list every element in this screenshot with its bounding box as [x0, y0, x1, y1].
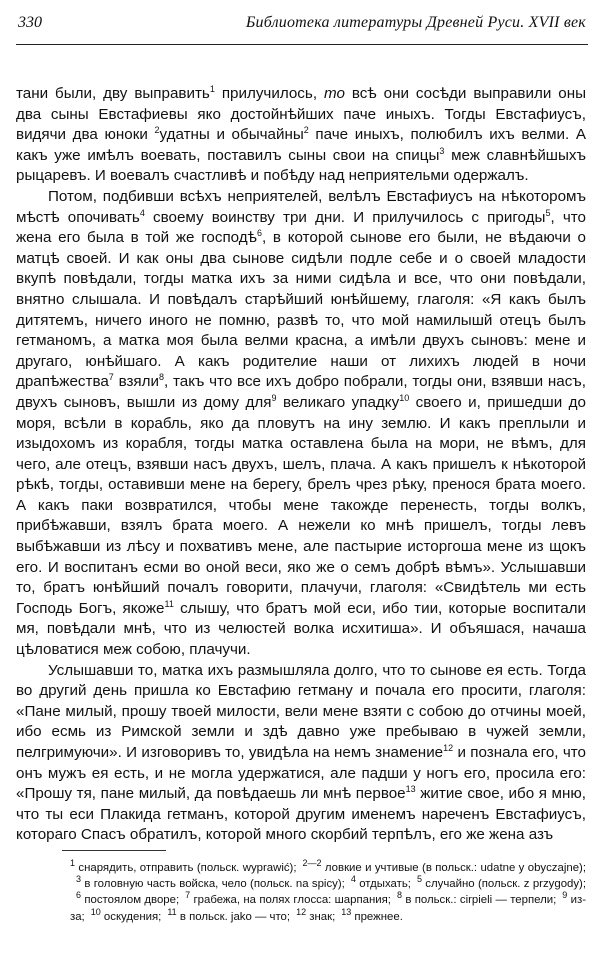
- footnote-number: 2—2: [302, 858, 322, 869]
- footnote-text: случайно (польск. z przygody);: [421, 878, 587, 891]
- footnote-text: из-за;: [70, 894, 586, 923]
- footnote-ref: 3: [439, 145, 445, 156]
- paragraph-1: [16, 84, 586, 187]
- footnote-ref: 9: [271, 392, 277, 403]
- page-header: [18, 14, 586, 38]
- text-run: Услышавши то, матка ихъ размышляла долго, что то сынове ея есть. Тогда во другий день пришла ко Евстафию гетману и почала его просити, глаголя: «Пане милый, прошу твоей милости, вели мене взяти с собою до отчины моей, ибо есмь из Римской земли и здѣ давно уже пребываю в чужей земли, пелгримуючи». И изговоривъ то, увидѣла на немъ знамение: [16, 661, 586, 761]
- footnote-block: [70, 860, 586, 925]
- paragraph-3: [16, 661, 586, 846]
- footnote-ref: 4: [139, 207, 145, 218]
- footnote-text: прежнее.: [351, 910, 403, 923]
- text-run: своему воинству три дни. И прилучилось с пригоды: [144, 208, 546, 226]
- text-run: , в которой сынове его были, не вѣдаючи о матцѣ своей. И как оны два сынове сидѣли подле себе и о своей младости вкупѣ повѣдали, тогды матка ихъ за ними сидѣла и все, что они повѣдали, внятно слышала. И повѣдалъ старѣйший юнѣйшему, глаголя: «Я какъ былъ дитятемъ, ничего иного не помню, развѣ то, что мой намилышй отецъ былъ гетманомъ, а матка моя была велми красна, а имѣли двухъ сыновъ: мене и другаго, юнѣйшаго. А какъ родителие наши от лихихъ людей в ночи драпѣжества: [16, 229, 587, 391]
- footnote-text: знак;: [306, 910, 336, 923]
- text-run: всѣ они сосѣди выправили оны два сыны Евстафиевы яко достойнѣйших паче иныхъ. Тогды Евстафиусъ, видячи два юноки: [16, 85, 587, 144]
- footnote-number: 1: [70, 858, 76, 869]
- footnote-ref: 8: [159, 372, 165, 383]
- text-run: тани были, дву выправить: [16, 85, 210, 102]
- text-run: , такъ что все ихъ добро побрали, тогды они, взявши насъ, двухъ сыновъ, вышли из дому для: [16, 373, 586, 411]
- text-run: великаго упадку: [276, 393, 400, 411]
- footnote-ref: 12: [443, 742, 454, 753]
- footnote-ref: 5: [545, 207, 551, 218]
- footnotes: [70, 860, 586, 925]
- footnote-text: постоялом дворе;: [81, 894, 180, 907]
- text-run: меж славнѣйшыхъ рыцаревъ. И воевалъ счастливѣ и побѣду над неприятельми одержалъ.: [16, 146, 586, 185]
- footnote-number: 12: [296, 906, 307, 917]
- footnote-ref: 7: [108, 372, 114, 383]
- text-run: житие свое, ибо я мню, что ты еси Плакида гетманъ, которой другим именемъ нареченъ Евстафиусъ, котораго Спасъ обратилъ, которой много скорбий терпѣлъ, его же жена азъ: [16, 785, 586, 844]
- footnote-text: грабежа, на полях глосса: шарпания;: [190, 894, 391, 907]
- footnote-text: отдыхать;: [355, 878, 411, 891]
- footnote-ref: 11: [164, 598, 174, 609]
- footnote-number: 5: [416, 874, 422, 885]
- footnote-number: 11: [167, 906, 177, 917]
- footnote-ref: 2: [303, 125, 309, 136]
- text-run: слышу, что братъ мой еси, ибо тии, которые воспитали мя, повѣдали мнѣ, что из челюстей волка исхитиша». И объяшася, начаша цѣловатися меж собою, плачучи.: [16, 599, 586, 659]
- text-run: прилучилось,: [214, 85, 324, 102]
- footnote-number: 13: [341, 906, 352, 917]
- footnote-ref: 13: [405, 784, 416, 795]
- footnote-text: снарядить, отправить (польск. wyprawić);: [75, 862, 297, 874]
- footnote-number: 9: [562, 890, 568, 901]
- text-run: своего и, пришедши до моря, всѣли в корабль, яко да пловутъ на ину землю. И какъ преплыли и изыдохомъ из корабля, тогды матка оставлена была на мори, не вѣмъ, для чего, але отецъ, взявши насъ двухъ, шелъ, плача. А какъ пришелъ к нѣкоторой рѣкѣ, тогды, оставивши мене на берегу, брелъ чрез рѣку, пренося брата моего. А какъ паки возвратился, чтобы мене такожде перенесть, тогды волкъ, прибѣжавши, взялъ брата моего. А нежели ко мнѣ пришелъ, тогды левъ выбѣжавши из лѣсу и похвативъ мене, але пастырие исторгоша мене из щокъ его. И воспитанъ есми во оной веси, яко же о семъ добрѣ вѣмъ». Услышавши то, братъ юнѣйший почалъ говорити, плачучи, глаголя: «Свидѣтель ми есть Господь Богъ, якоже: [16, 393, 586, 617]
- footnote-ref: 6: [256, 228, 262, 239]
- text-run: паче иныхъ, полюбилъ ихъ велми. А какъ уже имѣлъ воевать, поставилъ сыны свои на спицы: [16, 126, 586, 164]
- footnote-ref: 2: [154, 125, 160, 136]
- paragraph-2: [16, 187, 586, 661]
- running-title: Библиотека литературы Древней Руси. XVII век: [245, 14, 586, 31]
- main-text: [16, 84, 586, 846]
- text-run: и познала его, что онъ мужъ ея есть, и не могла удержатися, але падши у ногъ его, просила его: «Прошу тя, пане милый, да повѣдаешь ли мнѣ первое: [16, 744, 586, 803]
- text-run: , что жена его была в той же господѣ: [16, 208, 586, 247]
- footnote-rule: [62, 850, 166, 851]
- footnote-text: оскудения;: [100, 910, 162, 923]
- footnote-ref: 1: [209, 83, 215, 94]
- footnote-text: в головную часть войска, чело (польск. na spicy);: [81, 878, 345, 891]
- footnote-number: 7: [185, 890, 191, 901]
- footnote-number: 6: [76, 890, 82, 901]
- footnote-number: 8: [396, 890, 402, 901]
- italic-word: то: [324, 85, 345, 102]
- page-number: 330: [18, 14, 42, 31]
- footnote-number: 4: [350, 874, 356, 885]
- text-run: удатны и обычайны: [159, 126, 304, 144]
- footnote-ref: 10: [399, 392, 410, 403]
- header-rule: [16, 44, 588, 45]
- footnote-text: в польск. jako — что;: [176, 910, 291, 923]
- footnote-text: ловкие и учтивые (в польск.: udatne y obyczajne);: [321, 862, 586, 874]
- footnote-number: 10: [90, 906, 101, 917]
- footnote-number: 3: [76, 874, 82, 885]
- footnote-text: в польск.: cirpieli — терпели;: [401, 894, 557, 907]
- text-run: Потом, подбивши всѣхъ неприятелей, велѣлъ Евстафиусъ на нѣкоторомъ мѣстѣ опочивать: [16, 187, 586, 226]
- text-run: взяли: [113, 373, 160, 391]
